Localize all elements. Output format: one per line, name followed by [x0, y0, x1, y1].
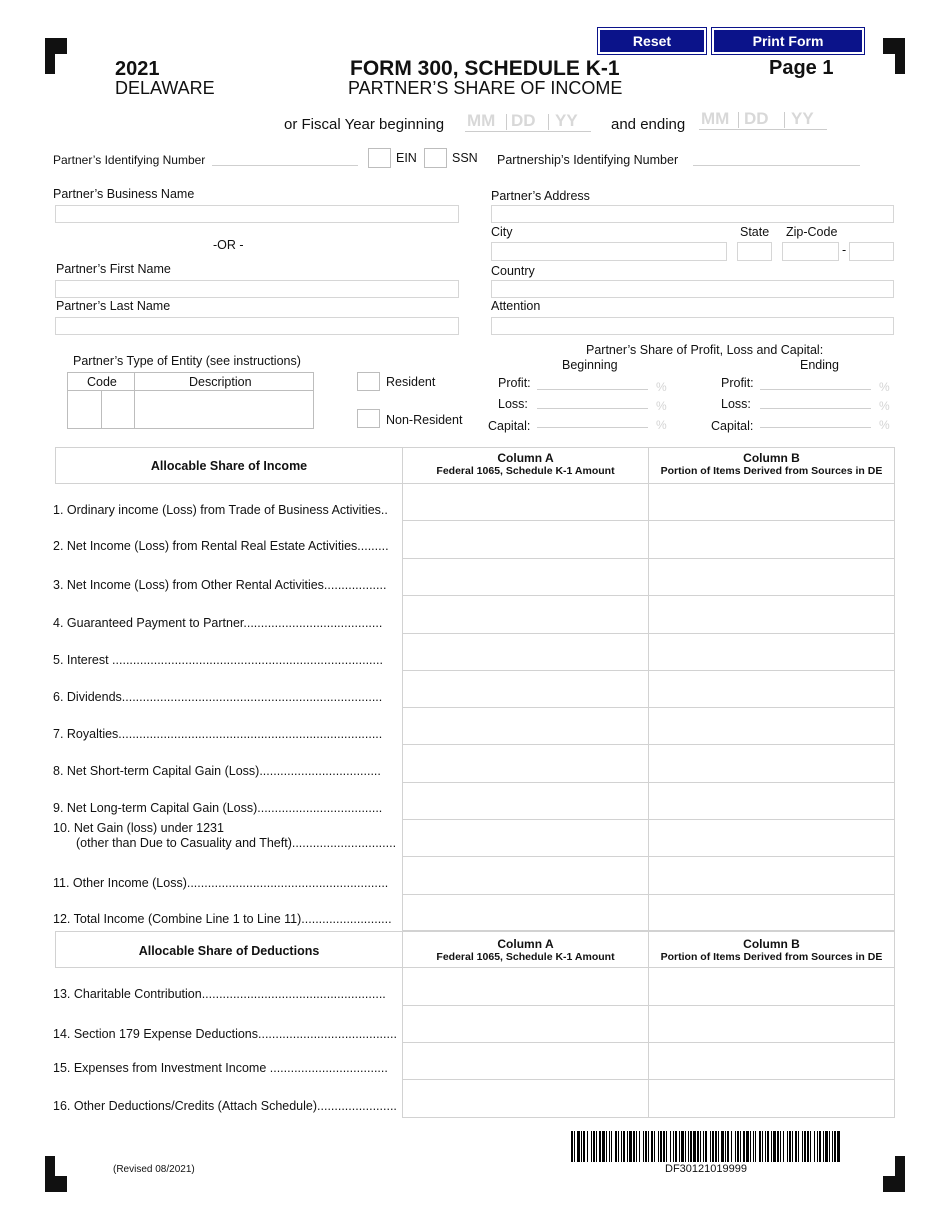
- barcode-bar: [611, 1131, 612, 1162]
- barcode-bar: [705, 1131, 707, 1162]
- fiscal-ending-label: and ending: [611, 116, 686, 133]
- income-header-cell: [55, 447, 403, 484]
- barcode-bar: [587, 1131, 588, 1162]
- barcode-bar: [651, 1131, 653, 1162]
- income-line-2-col-b-input[interactable]: [648, 521, 895, 559]
- first-name-label: Partner’s First Name: [56, 262, 171, 276]
- income-line-9: 9. Net Long-term Capital Gain (Loss)....................................: [53, 801, 383, 815]
- address-input[interactable]: [491, 205, 894, 223]
- barcode-bar: [773, 1131, 776, 1162]
- ssn-label: SSN: [452, 151, 478, 165]
- barcode-bar: [697, 1131, 699, 1162]
- income-line-8-col-b-input[interactable]: [648, 745, 895, 783]
- income-col-a-title: Column A: [497, 451, 554, 465]
- barcode-bar: [577, 1131, 580, 1162]
- fiscal-beginning-label: or Fiscal Year beginning: [284, 116, 445, 133]
- entity-col-divider: [134, 373, 135, 428]
- deduction-line-14: 14. Section 179 Expense Deductions........................................: [53, 1027, 397, 1041]
- deduction-line-1-col-b-input[interactable]: [648, 968, 895, 1006]
- barcode-bar: [783, 1131, 784, 1162]
- barcode-bar: [591, 1131, 592, 1162]
- income-line-10-cont: (other than Due to Casuality and Theft)..............................: [76, 836, 397, 850]
- barcode-bar: [571, 1131, 573, 1162]
- revised-date: (Revised 08/2021): [113, 1164, 195, 1175]
- income-col-b-header: [648, 447, 895, 484]
- deduction-line-2-col-a-input[interactable]: [402, 1006, 649, 1043]
- entity-type-table: [67, 372, 314, 429]
- income-line-10: 10. Net Gain (loss) under 1231: [53, 821, 224, 835]
- end-dd: DD: [744, 109, 769, 128]
- barcode-bar: [690, 1131, 692, 1162]
- barcode-bar: [615, 1131, 617, 1162]
- entity-code-input-1[interactable]: [69, 392, 100, 427]
- income-line-12: 12. Total Income (Combine Line 1 to Line 11)..........................: [53, 912, 392, 926]
- barcode-bar: [789, 1131, 791, 1162]
- barcode-bar: [819, 1131, 821, 1162]
- barcode-bar: [817, 1131, 818, 1162]
- barcode-bar: [807, 1131, 809, 1162]
- barcode-bar: [654, 1131, 655, 1162]
- fiscal-end-date-input[interactable]: [699, 110, 827, 130]
- zip-input[interactable]: [782, 242, 839, 261]
- page-number: Page 1: [769, 57, 834, 79]
- begin-loss-pct: %: [656, 399, 667, 413]
- corner-mark-bottom-left-arm: [45, 1176, 67, 1192]
- barcode-bar: [602, 1131, 605, 1162]
- income-line-11: 11. Other Income (Loss)..........................................................: [53, 876, 389, 890]
- income-line-4-col-a-input[interactable]: [402, 596, 649, 634]
- income-line-4: 4. Guaranteed Payment to Partner........................................: [53, 616, 383, 630]
- business-name-input[interactable]: [55, 205, 459, 223]
- barcode-bar: [609, 1131, 610, 1162]
- income-header: Allocable Share of Income: [150, 459, 308, 473]
- barcode-bar: [703, 1131, 704, 1162]
- barcode-bar: [583, 1131, 585, 1162]
- deduction-line-3-col-b-input[interactable]: [648, 1043, 895, 1080]
- barcode-bar: [633, 1131, 635, 1162]
- income-col-a-header: [402, 447, 649, 484]
- income-col-b-title: Column B: [743, 451, 800, 465]
- income-line-10-col-a-input[interactable]: [402, 820, 649, 857]
- deduction-line-4-col-a-input[interactable]: [402, 1080, 649, 1118]
- begin-capital-pct: %: [656, 418, 667, 432]
- barcode-bar: [715, 1131, 717, 1162]
- income-col-b-sub: Portion of Items Derived from Sources in DE: [660, 465, 883, 477]
- barcode-bar: [832, 1131, 833, 1162]
- income-line-11-col-a-input[interactable]: [402, 857, 649, 895]
- barcode-bar: [777, 1131, 779, 1162]
- barcode-bar: [762, 1131, 763, 1162]
- print-form-button[interactable]: Print Form: [712, 28, 864, 54]
- barcode-bar: [767, 1131, 769, 1162]
- income-line-6-col-a-input[interactable]: [402, 671, 649, 708]
- partnership-id-label: Partnership’s Identifying Number: [497, 153, 679, 167]
- deduction-line-4-col-b-input[interactable]: [648, 1080, 895, 1118]
- barcode-bar: [681, 1131, 684, 1162]
- barcode-bar: [721, 1131, 724, 1162]
- entity-header-divider: [68, 390, 313, 391]
- income-line-3-col-a-input[interactable]: [402, 559, 649, 596]
- zip-separator: -: [842, 243, 847, 257]
- form-title: FORM 300, SCHEDULE K-1: [350, 57, 620, 80]
- corner-mark-top-right-arm: [883, 38, 905, 54]
- deduction-line-13: 13. Charitable Contribution.....................................................: [53, 987, 386, 1001]
- end-profit-input[interactable]: [760, 389, 871, 390]
- barcode-bar: [771, 1131, 772, 1162]
- corner-mark-bottom-right-arm: [883, 1176, 905, 1192]
- income-line-8: 8. Net Short-term Capital Gain (Loss)...................................: [53, 764, 381, 778]
- begin-profit-input[interactable]: [537, 389, 648, 390]
- barcode-bar: [606, 1131, 607, 1162]
- barcode-bar: [725, 1131, 726, 1162]
- ein-checkbox[interactable]: [368, 148, 391, 168]
- last-name-label: Partner’s Last Name: [56, 299, 171, 313]
- date-sep: [738, 112, 739, 128]
- barcode-bar: [636, 1131, 637, 1162]
- income-line-2: 2. Net Income (Loss) from Rental Real Estate Activities.........: [53, 539, 389, 553]
- barcode-bar: [787, 1131, 788, 1162]
- barcode-bar: [685, 1131, 686, 1162]
- end-yy: YY: [791, 109, 814, 128]
- barcode-bar: [743, 1131, 745, 1162]
- share-title: Partner’s Share of Profit, Loss and Capital:: [586, 343, 824, 357]
- end-profit-pct: %: [879, 380, 890, 394]
- barcode-bar: [834, 1131, 836, 1162]
- partner-id-input[interactable]: [212, 165, 358, 166]
- barcode-bar: [829, 1131, 830, 1162]
- attention-label: Attention: [491, 299, 541, 313]
- barcode-bar: [629, 1131, 632, 1162]
- partner-id-label: Partner’s Identifying Number: [53, 153, 206, 167]
- barcode-bar: [746, 1131, 749, 1162]
- deduction-line-15: 15. Expenses from Investment Income ..................................: [53, 1061, 388, 1075]
- barcode-bar: [740, 1131, 741, 1162]
- begin-capital-label: Capital:: [488, 419, 531, 433]
- barcode-bar: [673, 1131, 674, 1162]
- partnership-id-input[interactable]: [693, 165, 860, 166]
- non-resident-label: Non-Resident: [386, 413, 463, 427]
- first-name-input[interactable]: [55, 280, 459, 298]
- barcode-bar: [753, 1131, 754, 1162]
- deduction-header: Allocable Share of Deductions: [138, 944, 320, 958]
- barcode-bar: [679, 1131, 680, 1162]
- income-line-8-col-a-input[interactable]: [402, 745, 649, 783]
- deduction-line-16: 16. Other Deductions/Credits (Attach Schedule).......................: [53, 1099, 397, 1113]
- entity-type-title: Partner’s Type of Entity (see instructions): [73, 354, 301, 368]
- barcode-bar: [660, 1131, 662, 1162]
- end-loss-label: Loss:: [721, 397, 751, 411]
- deduction-line-2-col-b-input[interactable]: [648, 1006, 895, 1043]
- zip-label: Zip-Code: [786, 225, 838, 239]
- barcode-bar: [648, 1131, 649, 1162]
- entity-description-input[interactable]: [136, 392, 312, 427]
- date-sep: [506, 114, 507, 130]
- income-line-6-col-b-input[interactable]: [648, 671, 895, 708]
- share-beginning-label: Beginning: [562, 358, 618, 372]
- entity-code-header: Code: [87, 375, 117, 389]
- barcode-bar: [825, 1131, 828, 1162]
- income-line-7: 7. Royalties............................................................................: [53, 727, 383, 741]
- barcode-bar: [798, 1131, 799, 1162]
- entity-code-input-2[interactable]: [103, 392, 133, 427]
- income-line-1-col-a-input[interactable]: [402, 484, 649, 521]
- deduction-line-3-col-a-input[interactable]: [402, 1043, 649, 1080]
- begin-loss-label: Loss:: [498, 397, 528, 411]
- ein-label: EIN: [396, 151, 417, 165]
- form-year: 2021: [115, 58, 160, 80]
- income-line-2-col-a-input[interactable]: [402, 521, 649, 559]
- form-state: DELAWARE: [115, 78, 215, 98]
- end-loss-input[interactable]: [760, 408, 871, 409]
- barcode-bar: [795, 1131, 797, 1162]
- state-input[interactable]: [737, 242, 772, 261]
- barcode-bar: [712, 1131, 714, 1162]
- deduction-col-a-title: Column A: [497, 937, 554, 951]
- barcode-bar: [710, 1131, 711, 1162]
- country-input[interactable]: [491, 280, 894, 298]
- deduction-line-1-col-a-input[interactable]: [402, 968, 649, 1006]
- business-name-label: Partner’s Business Name: [53, 187, 195, 201]
- barcode-bar: [755, 1131, 756, 1162]
- barcode-bar: [596, 1131, 597, 1162]
- income-line-5-col-a-input[interactable]: [402, 634, 649, 671]
- barcode-bar: [804, 1131, 806, 1162]
- begin-loss-input[interactable]: [537, 408, 648, 409]
- barcode-bar: [693, 1131, 696, 1162]
- barcode-bar: [792, 1131, 793, 1162]
- deduction-col-b-header: [648, 931, 895, 968]
- barcode-bar: [718, 1131, 719, 1162]
- state-label: State: [740, 225, 770, 239]
- fiscal-begin-date-input[interactable]: [465, 112, 591, 132]
- income-line-9-col-a-input[interactable]: [402, 783, 649, 820]
- income-line-5-col-b-input[interactable]: [648, 634, 895, 671]
- non-resident-checkbox[interactable]: [357, 409, 380, 428]
- income-line-4-col-b-input[interactable]: [648, 596, 895, 634]
- income-line-3-col-b-input[interactable]: [648, 559, 895, 596]
- barcode-bar: [670, 1131, 671, 1162]
- ssn-checkbox[interactable]: [424, 148, 447, 168]
- income-line-1: 1. Ordinary income (Loss) from Trade of Business Activities..: [53, 503, 388, 517]
- barcode-bar: [750, 1131, 751, 1162]
- barcode-bar: [666, 1131, 667, 1162]
- barcode-bar: [675, 1131, 677, 1162]
- income-line-7-col-a-input[interactable]: [402, 708, 649, 745]
- deduction-col-a-sub: Federal 1065, Schedule K-1 Amount: [436, 951, 615, 963]
- end-capital-label: Capital:: [711, 419, 754, 433]
- barcode-bar: [814, 1131, 815, 1162]
- city-label: City: [491, 225, 513, 239]
- date-sep: [784, 112, 785, 128]
- barcode-bar: [735, 1131, 736, 1162]
- end-capital-input[interactable]: [760, 427, 871, 428]
- end-mm: MM: [701, 109, 730, 128]
- barcode-bar: [663, 1131, 665, 1162]
- date-sep: [548, 114, 549, 130]
- barcode-bar: [780, 1131, 781, 1162]
- barcode-bar: [737, 1131, 739, 1162]
- resident-label: Resident: [386, 375, 436, 389]
- begin-yy: YY: [555, 111, 578, 130]
- barcode-bar: [688, 1131, 689, 1162]
- barcode-bar: [621, 1131, 622, 1162]
- income-line-12-col-b-input[interactable]: [648, 895, 895, 931]
- entity-code-divider: [101, 390, 102, 428]
- resident-checkbox[interactable]: [357, 372, 380, 391]
- reset-button[interactable]: Reset: [598, 28, 706, 54]
- barcode-bar: [700, 1131, 701, 1162]
- barcode-bar: [837, 1131, 840, 1162]
- barcode-bar: [727, 1131, 729, 1162]
- income-line-6: 6. Dividends...........................................................................: [53, 690, 383, 704]
- country-label: Country: [491, 264, 535, 278]
- barcode-bar: [658, 1131, 659, 1162]
- income-line-9-col-b-input[interactable]: [648, 783, 895, 820]
- deduction-col-b-title: Column B: [743, 937, 800, 951]
- income-line-5: 5. Interest ..............................................................................: [53, 653, 383, 667]
- last-name-input[interactable]: [55, 317, 459, 335]
- begin-dd: DD: [511, 111, 536, 130]
- end-profit-label: Profit:: [721, 376, 754, 390]
- barcode-bar: [645, 1131, 647, 1162]
- income-line-11-col-b-input[interactable]: [648, 857, 895, 895]
- income-line-12-col-a-input[interactable]: [402, 895, 649, 931]
- barcode-bar: [581, 1131, 582, 1162]
- form-subtitle: PARTNER’S SHARE OF INCOME: [348, 78, 623, 98]
- barcode-bar: [599, 1131, 601, 1162]
- barcode-bar: [765, 1131, 766, 1162]
- income-col-a-sub: Federal 1065, Schedule K-1 Amount: [436, 465, 615, 477]
- barcode-bar: [823, 1131, 824, 1162]
- city-input[interactable]: [491, 242, 727, 261]
- share-ending-label: Ending: [800, 358, 839, 372]
- barcode-bar: [623, 1131, 625, 1162]
- barcode-bar: [618, 1131, 619, 1162]
- begin-profit-label: Profit:: [498, 376, 531, 390]
- deduction-col-b-sub: Portion of Items Derived from Sources in DE: [660, 951, 883, 963]
- corner-mark-top-left-arm: [45, 38, 67, 54]
- barcode-bar: [574, 1131, 575, 1162]
- deduction-header-cell: [55, 931, 403, 968]
- barcode-bar: [731, 1131, 732, 1162]
- barcode-bar: [810, 1131, 811, 1162]
- entity-description-header: Description: [189, 375, 252, 389]
- barcode-bar: [759, 1131, 761, 1162]
- income-line-10-col-b-input[interactable]: [648, 820, 895, 857]
- barcode-bar: [593, 1131, 595, 1162]
- address-label: Partner’s Address: [491, 189, 590, 203]
- barcode-bar: [802, 1131, 803, 1162]
- begin-profit-pct: %: [656, 380, 667, 394]
- end-loss-pct: %: [879, 399, 890, 413]
- income-line-1-col-b-input[interactable]: [648, 484, 895, 521]
- barcode-bar: [627, 1131, 628, 1162]
- barcode-bar: [639, 1131, 640, 1162]
- barcode-bar: [643, 1131, 644, 1162]
- barcode-text: DF30121019999: [665, 1163, 747, 1175]
- zip-extension-input[interactable]: [849, 242, 894, 261]
- income-line-7-col-b-input[interactable]: [648, 708, 895, 745]
- income-line-3: 3. Net Income (Loss) from Other Rental Activities..................: [53, 578, 387, 592]
- begin-mm: MM: [467, 111, 496, 130]
- deduction-col-a-header: [402, 931, 649, 968]
- attention-input[interactable]: [491, 317, 894, 335]
- or-label: -OR -: [213, 238, 244, 252]
- end-capital-pct: %: [879, 418, 890, 432]
- begin-capital-input[interactable]: [537, 427, 648, 428]
